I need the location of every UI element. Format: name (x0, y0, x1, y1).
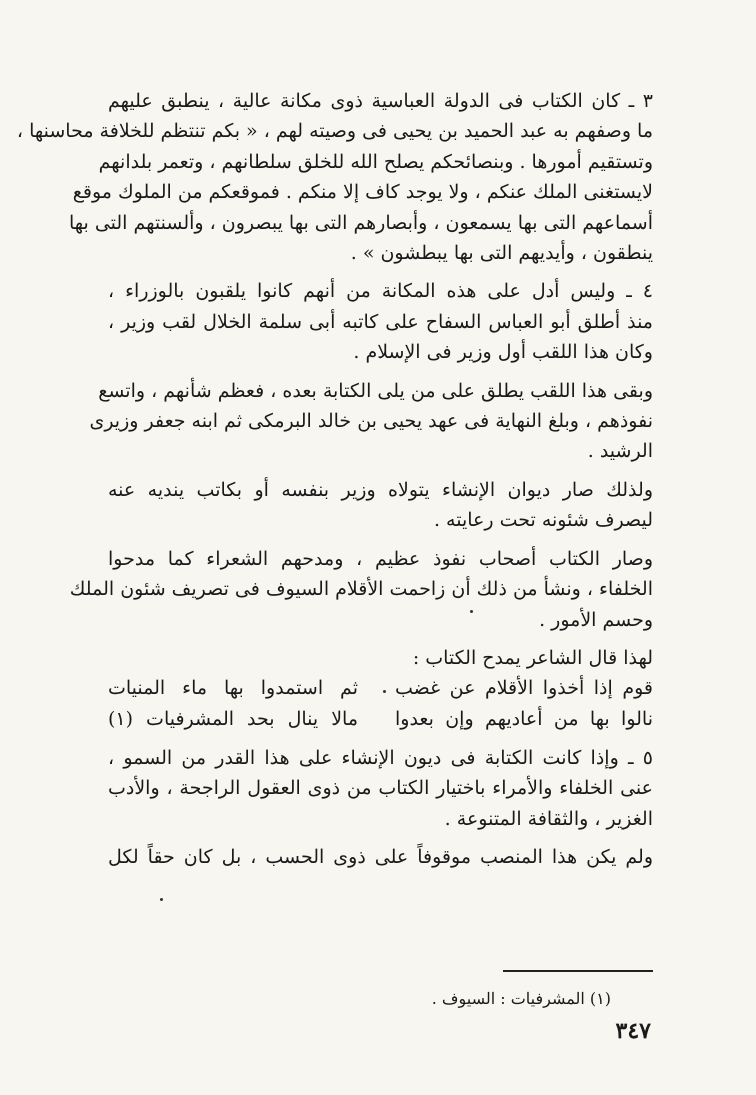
paragraph-3 (16, 86, 653, 268)
text-line: ما وصفهم به عبد الحميد بن يحيى فى وصيته لهم ، « بكم تنتظم للخلافة محاسنها ، (16, 120, 653, 143)
print-speck (470, 610, 473, 613)
text-line: وبقى هذا اللقب يطلق على من يلى الكتابة بعده ، فعظم شأنهم ، واتسع (98, 379, 653, 402)
text-line: نفوذهم ، وبلغ النهاية فى عهد يحيى بن خالد البرمكى ثم ابنه جعفر وزيرى (89, 410, 653, 433)
poem-verse (108, 673, 653, 704)
poem-verse (108, 704, 653, 735)
print-speck (160, 898, 163, 901)
footnote: (١) المشرفيات : السيوف . (431, 989, 611, 1008)
page-number: ٣٤٧ (615, 1018, 651, 1044)
text-line: منذ أطلق أبو العباس السفاح على كاتبه أبى سلمة الخلال لقب وزير ، (108, 310, 653, 333)
text-line: ولذلك صار ديوان الإنشاء يتولاه وزير بنفسه أو بكاتب ينديه عنه (108, 478, 653, 501)
text-line: أسماعهم التى بها يسمعون ، وأبصارهم التى بها يبصرون ، وألسنتهم التى بها (68, 211, 653, 234)
paragraph-diwan (108, 475, 653, 536)
text-line: ٣ ـ كان الكتاب فى الدولة العباسية ذوى مكانة عالية ، ينطبق عليهم (108, 90, 653, 112)
footnote-rule (503, 970, 653, 972)
verse-first-hemistich: قوم إذا أخذوا الأقلام عن غضب (395, 676, 653, 699)
poem-intro: لهذا قال الشاعر يمدح الكتاب : (412, 646, 653, 669)
verse-first-hemistich: نالوا بها من أعاديهم وإن بعدوا (395, 707, 653, 730)
text-line: ليصرف شئونه تحت رعايته . (433, 509, 653, 532)
paragraph-position (108, 842, 653, 872)
text-line: الغزير ، والثقافة المتنوعة . (444, 807, 653, 830)
text-line: ولم يكن هذا المنصب موقوفاً على ذوى الحسب ، بل كان حقاً لكل (108, 846, 653, 869)
text-line: وحسم الأمور . (539, 608, 653, 631)
paragraph-4 (108, 276, 653, 367)
paragraph-wazir-title (89, 376, 653, 467)
verse-second-hemistich: مالا ينال بحد المشرفيات (١) (108, 707, 358, 730)
text-line: وتستقيم أمورها . وبنصائحكم يصلح الله للخلق سلطانهم ، وتعمر بلدانهم (98, 150, 653, 173)
text-line: وصار الكتاب أصحاب نفوذ عظيم ، ومدحهم الشعراء كما مدحوا (108, 547, 653, 570)
paragraph-5 (108, 743, 653, 834)
text-line: ٥ ـ وإذا كانت الكتابة فى ديون الإنشاء على هذا القدر من السمو ، (108, 746, 653, 769)
text-line: لايستغنى الملك عنكم ، ولا يوجد كاف إلا منكم . فموقعكم من الملوك موقع (72, 181, 653, 204)
verse-second-hemistich: ثم استمدوا بها ماء المنيات (108, 676, 358, 699)
text-line: ٤ ـ وليس أدل على هذه المكانة من أنهم كانوا يلقبون بالوزراء ، (108, 280, 653, 303)
paragraph-influence (69, 544, 653, 635)
book-page (16, 86, 653, 1086)
text-line: وكان هذا اللقب أول وزير فى الإسلام . (353, 341, 653, 364)
print-speck (383, 690, 386, 693)
text-line: ينطقون ، وأيديهم التى بها يبطشون » . (350, 242, 653, 265)
text-line: عنى الخلفاء والأمراء باختيار الكتاب من ذوى العقول الراجحة ، والأدب (108, 777, 653, 800)
text-line: الخلفاء ، ونشأ من ذلك أن زاحمت الأقلام السيوف فى تصريف شئون الملك (69, 578, 653, 601)
text-line: الرشيد . (587, 440, 653, 463)
